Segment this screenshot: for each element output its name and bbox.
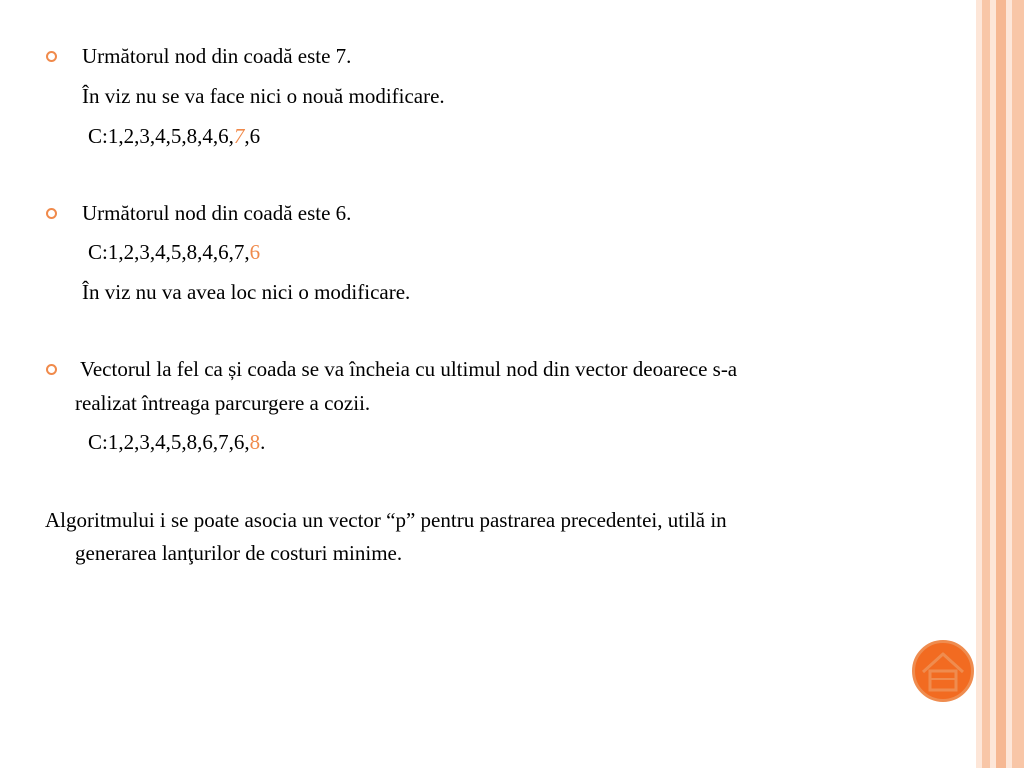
queue-values: C:1,2,3,4,5,8,6,7,6, [88, 430, 250, 454]
closing-line-1: Algoritmului i se poate asocia un vector “p” pentru pastrarea precedentei, utilă in [45, 508, 727, 532]
bullet-marker [46, 208, 57, 219]
bullet-1-text: Următorul nod din coadă este 7. [82, 44, 352, 68]
queue-values-end: ,6 [244, 124, 261, 148]
home-icon [915, 643, 971, 699]
bullet-3-text-line-1: Vectorul la fel ca și coada se va încheia cu ultimul nod din vector deoarece s-a [80, 357, 738, 381]
bullet-3-queue [88, 428, 265, 456]
closing-line-2: generarea lanţurilor de costuri minime. [75, 541, 403, 565]
queue-values: C:1,2,3,4,5,8,4,6, [88, 124, 234, 148]
bullet-1-queue [88, 122, 260, 150]
bullet-1-note: În viz nu se va face nici o nouă modificare. [82, 84, 445, 108]
bullet-3-text-line-2: realizat întreaga parcurgere a cozii. [75, 391, 371, 415]
bullet-2-queue [88, 238, 260, 266]
queue-highlight: 7 [233, 124, 245, 148]
bullet-2-note: În viz nu va avea loc nici o modificare. [82, 280, 411, 304]
bullet-marker [46, 51, 57, 62]
bullet-2-text: Următorul nod din coadă este 6. [82, 201, 352, 225]
home-button[interactable] [912, 640, 974, 702]
decorative-stripes [976, 0, 1024, 768]
queue-highlight: 8 [249, 430, 261, 454]
queue-values: C:1,2,3,4,5,8,4,6,7, [88, 240, 250, 264]
queue-highlight: 6 [249, 240, 261, 264]
bullet-marker [46, 364, 57, 375]
queue-values-end: . [260, 430, 266, 454]
